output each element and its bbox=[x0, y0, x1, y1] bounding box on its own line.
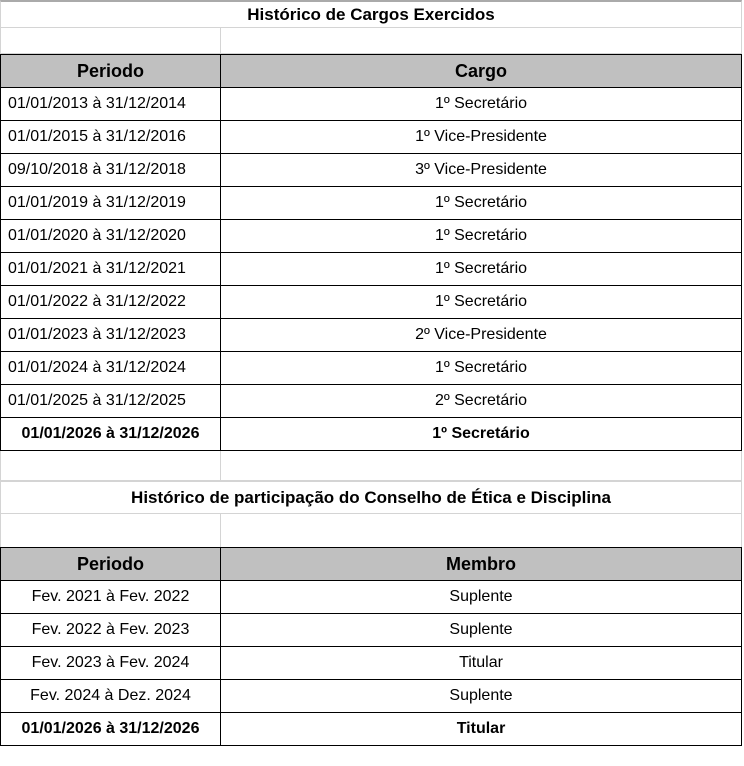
section-title-conselho-row bbox=[0, 481, 742, 514]
header-periodo: Periodo bbox=[1, 548, 221, 580]
header-membro: Membro bbox=[445, 553, 516, 574]
cell-cargo: 1º Secretário bbox=[432, 425, 530, 442]
cell-periodo: Fev. 2023 à Fev. 2024 bbox=[1, 647, 221, 679]
cell-cargo: 2º Secretário bbox=[434, 392, 528, 409]
cell-cargo: 2º Vice-Presidente bbox=[415, 326, 547, 343]
cell-membro: Suplente bbox=[449, 687, 513, 704]
table-row bbox=[1, 121, 741, 154]
cell-membro: Suplente bbox=[449, 621, 513, 638]
table-row bbox=[1, 614, 741, 647]
table-row bbox=[1, 385, 741, 418]
cell-cargo: 1º Secretário bbox=[434, 95, 528, 112]
cell-membro: Suplente bbox=[449, 588, 513, 605]
table-header bbox=[1, 548, 741, 581]
header-periodo: Periodo bbox=[1, 55, 221, 87]
table-row bbox=[1, 713, 741, 746]
cell-cargo: 1º Secretário bbox=[434, 194, 528, 211]
table-row bbox=[1, 352, 741, 385]
table-row bbox=[1, 647, 741, 680]
cell-cargo: 1º Secretário bbox=[434, 227, 528, 244]
header-cargo: Cargo bbox=[454, 60, 507, 81]
cell-cargo: 1º Secretário bbox=[434, 359, 528, 376]
cell-periodo: 01/01/2021 à 31/12/2021 bbox=[1, 253, 221, 285]
cell-periodo: 01/01/2015 à 31/12/2016 bbox=[1, 121, 221, 153]
table-row bbox=[1, 220, 741, 253]
blank-row bbox=[0, 514, 742, 547]
table-row bbox=[1, 581, 741, 614]
cell-periodo: 01/01/2013 à 31/12/2014 bbox=[1, 88, 221, 120]
cell-cargo: 1º Vice-Presidente bbox=[415, 128, 547, 145]
table-row bbox=[1, 286, 741, 319]
blank-row bbox=[0, 28, 742, 54]
cell-periodo: 01/01/2026 à 31/12/2026 bbox=[1, 713, 221, 745]
cell-periodo: 09/10/2018 à 31/12/2018 bbox=[1, 154, 221, 186]
cell-periodo: 01/01/2022 à 31/12/2022 bbox=[1, 286, 221, 318]
cell-periodo: Fev. 2021 à Fev. 2022 bbox=[1, 581, 221, 613]
blank-row bbox=[0, 451, 742, 481]
table-row bbox=[1, 418, 741, 451]
cell-periodo: 01/01/2020 à 31/12/2020 bbox=[1, 220, 221, 252]
cell-cargo: 3º Vice-Presidente bbox=[415, 161, 547, 178]
cell-periodo: 01/01/2025 à 31/12/2025 bbox=[1, 385, 221, 417]
cell-periodo: 01/01/2023 à 31/12/2023 bbox=[1, 319, 221, 351]
conselho-table bbox=[0, 547, 742, 746]
cargos-table bbox=[0, 54, 742, 451]
cell-membro: Titular bbox=[456, 720, 506, 737]
table-row bbox=[1, 253, 741, 286]
table-row bbox=[1, 319, 741, 352]
cell-periodo: 01/01/2024 à 31/12/2024 bbox=[1, 352, 221, 384]
section-title-cargos: Histórico de Cargos Exercidos bbox=[0, 0, 742, 28]
section-title-conselho: Histórico de participação do Conselho de Ética e Disciplina bbox=[131, 487, 611, 507]
cell-periodo: 01/01/2019 à 31/12/2019 bbox=[1, 187, 221, 219]
cell-periodo: Fev. 2024 à Dez. 2024 bbox=[1, 680, 221, 712]
cell-periodo: 01/01/2026 à 31/12/2026 bbox=[1, 418, 221, 450]
table-header bbox=[1, 55, 741, 88]
cell-cargo: 1º Secretário bbox=[434, 260, 528, 277]
table-row bbox=[1, 187, 741, 220]
table-row bbox=[1, 680, 741, 713]
cell-membro: Titular bbox=[459, 654, 503, 671]
table-row bbox=[1, 154, 741, 187]
cell-cargo: 1º Secretário bbox=[434, 293, 528, 310]
cell-periodo: Fev. 2022 à Fev. 2023 bbox=[1, 614, 221, 646]
table-row bbox=[1, 88, 741, 121]
